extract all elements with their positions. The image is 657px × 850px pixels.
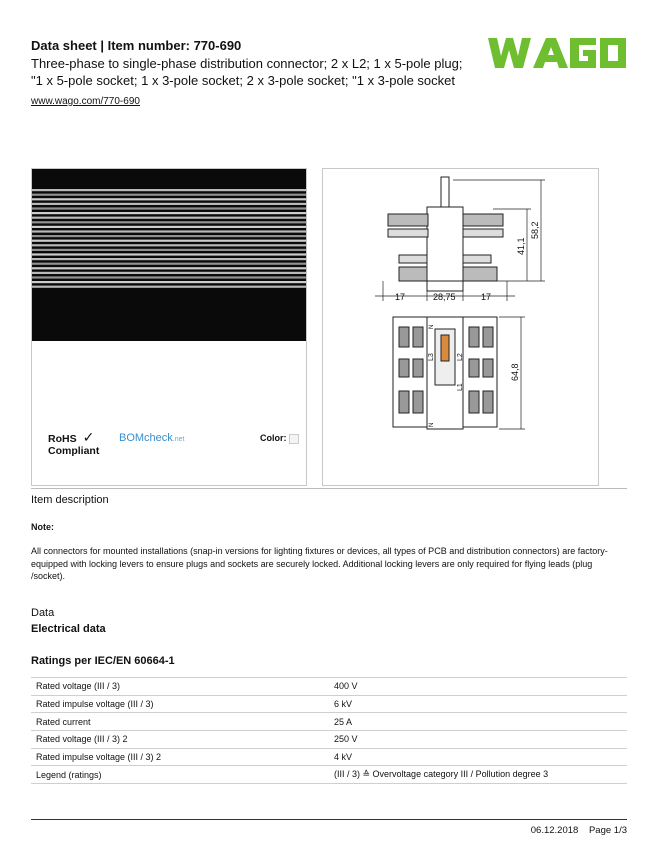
- rating-value: 25 A: [330, 713, 627, 731]
- rating-label: Rated voltage (III / 3) 2: [31, 731, 330, 749]
- label-l3: L3: [428, 353, 435, 361]
- rating-label: Rated voltage (III / 3): [31, 678, 330, 696]
- rohs-compliant-badge: RoHS ✓ Compliant: [48, 429, 100, 457]
- footer: [523, 825, 627, 836]
- product-photo: [32, 169, 306, 341]
- dim-17-right: 17: [481, 292, 492, 302]
- table-row: [31, 713, 627, 731]
- datasheet-title: Data sheet | Item number: 770-690: [31, 38, 242, 53]
- note-label: Note:: [31, 522, 54, 532]
- table-row: [31, 731, 627, 749]
- dim-28-75: 28,75: [433, 292, 456, 302]
- footer-divider: [31, 819, 627, 820]
- note-text: All connectors for mounted installations (snap-in versions for lighting fixtures or devices, all types of PCB and distribution connectors) are factory-equipped with locking levers to ensure plugs and sockets are securely locked. Additional locking levers are only required for flying leads (plug /socket).: [31, 546, 608, 581]
- ratings-heading: Ratings per IEC/EN 60664-1: [31, 655, 175, 667]
- product-description-line-2: "1 x 5-pole socket; 1 x 3-pole socket; 2 x 3-pole socket; "1 x 3-pole socket: [31, 73, 455, 88]
- electrical-data-heading: Electrical data: [31, 623, 106, 635]
- label-l1: L1: [457, 383, 464, 391]
- label-n-bottom: N: [429, 422, 435, 427]
- rating-label: Rated impulse voltage (III / 3) 2: [31, 748, 330, 766]
- wago-logo: [488, 38, 626, 68]
- table-row: [31, 678, 627, 696]
- bomcheck-logo: BOMcheck.net: [119, 432, 185, 444]
- ratings-table: [31, 677, 627, 784]
- rating-label: Rated impulse voltage (III / 3): [31, 695, 330, 713]
- product-image-panel: [31, 168, 307, 486]
- rating-value: (III / 3) ≙ Overvoltage category III / Pollution degree 3: [330, 766, 627, 784]
- color-swatch: [289, 434, 299, 444]
- rating-value: 250 V: [330, 731, 627, 749]
- rating-value: 400 V: [330, 678, 627, 696]
- color-indicator: Color:: [260, 433, 299, 444]
- label-l2: L2: [457, 353, 464, 361]
- rating-label: Legend (ratings): [31, 766, 330, 784]
- item-description-heading: Item description: [31, 494, 109, 506]
- product-description-line-1: Three-phase to single-phase distribution connector; 2 x L2; 1 x 5-pole plug;: [31, 56, 463, 71]
- table-row: [31, 695, 627, 713]
- footer-page-number: Page 1/3: [588, 825, 627, 836]
- dim-58-2: 58,2: [530, 221, 540, 239]
- table-row: [31, 748, 627, 766]
- divider: [31, 488, 627, 489]
- product-url-link[interactable]: www.wago.com/770-690: [31, 96, 140, 107]
- rating-label: Rated current: [31, 713, 330, 731]
- footer-date: 06.12.2018: [530, 825, 579, 836]
- rating-value: 4 kV: [330, 748, 627, 766]
- rating-value: 6 kV: [330, 695, 627, 713]
- dimension-drawing: [323, 169, 598, 485]
- label-n-top: N: [429, 324, 435, 329]
- dim-64-8: 64,8: [510, 363, 520, 381]
- table-row: [31, 766, 627, 784]
- dim-17-left: 17: [395, 292, 406, 302]
- data-heading: Data: [31, 607, 55, 619]
- technical-drawing-panel: [322, 168, 599, 486]
- check-icon: ✓: [82, 429, 95, 445]
- dim-41-1: 41,1: [516, 237, 526, 255]
